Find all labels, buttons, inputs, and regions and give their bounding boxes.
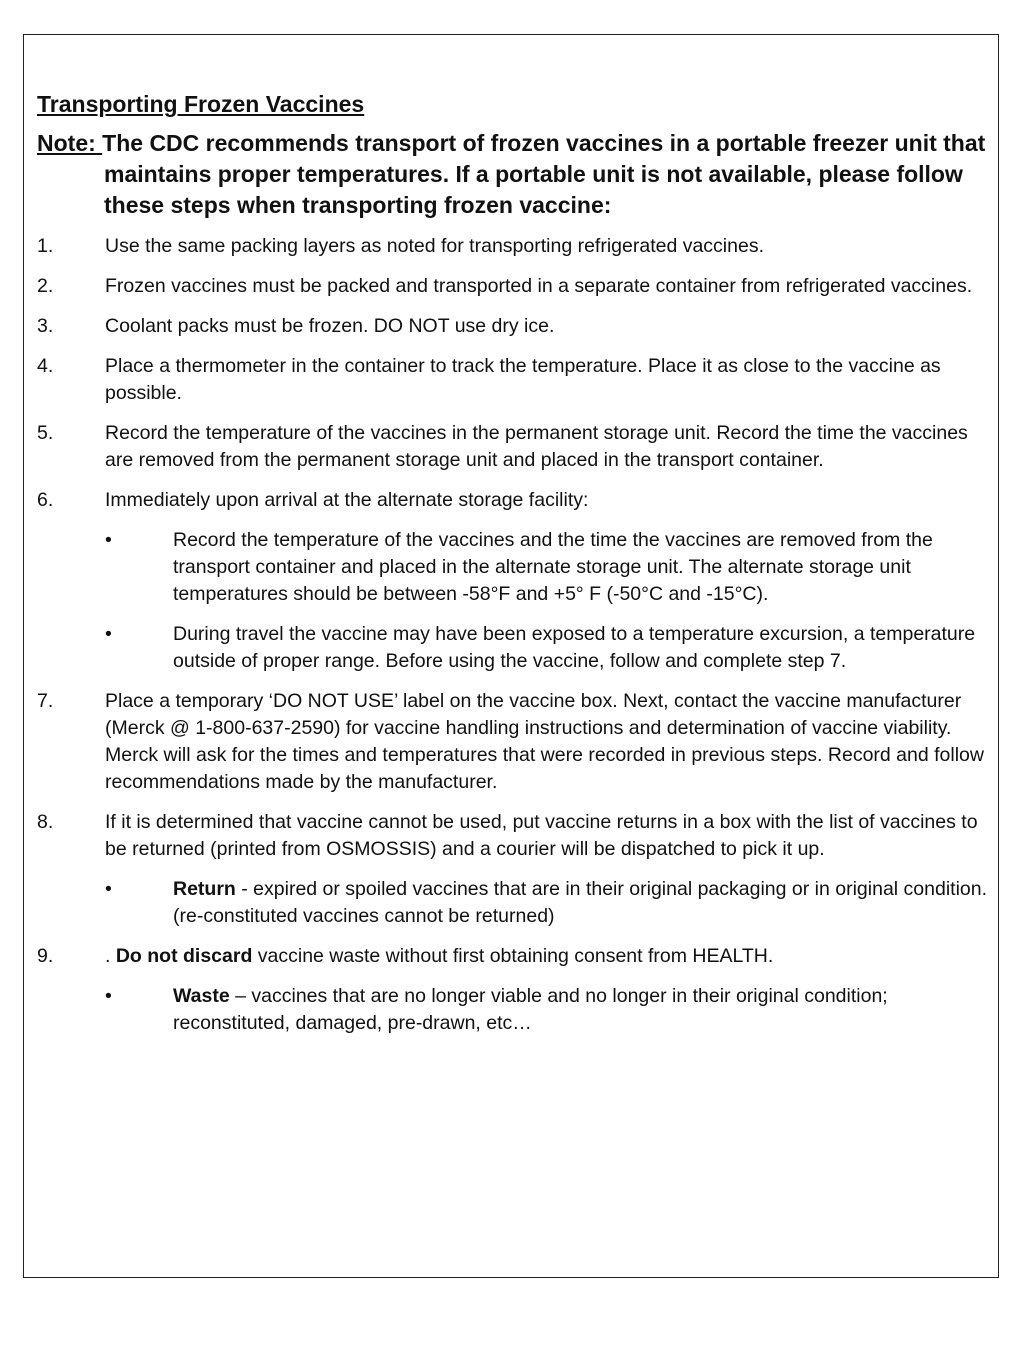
step-item: [37, 233, 992, 260]
step-text: Coolant packs must be frozen. DO NOT use dry ice.: [105, 315, 555, 337]
step-item: [37, 487, 992, 514]
sub-bullet-text: Record the temperature of the vaccines and the time the vaccines are removed from the transport container and placed in the alternate storage unit. The alternate storage unit temperatures should be between -58°F and +5° F (-50°C and -15°C).: [173, 529, 933, 605]
step-number: 1.: [37, 235, 54, 257]
bullet-icon: •: [105, 623, 112, 645]
step-number: 8.: [37, 811, 54, 833]
sub-bullet-item: [37, 983, 992, 1037]
step-text: Place a thermometer in the container to track the temperature. Place it as close to the vaccine as possible.: [105, 355, 941, 404]
step-item: [37, 313, 992, 340]
return-term: Return: [173, 878, 236, 900]
step-item: [37, 943, 992, 970]
document-content: [37, 88, 992, 1050]
sub-bullet-item: [37, 527, 992, 608]
waste-term: Waste: [173, 985, 230, 1007]
sub-bullet-item: [37, 621, 992, 675]
note-label: Note:: [37, 130, 103, 156]
sub-bullet-text: During travel the vaccine may have been exposed to a temperature excursion, a temperature outside of proper range. Before using the vaccine, follow and complete step 7.: [173, 623, 976, 672]
step-number: 9.: [37, 945, 54, 967]
bullet-icon: •: [105, 529, 112, 551]
step-text: Record the temperature of the vaccines in the permanent storage unit. Record the time the vaccines are removed from the permanent storage unit and placed in the transport container.: [105, 422, 968, 471]
sub-bullet-item: [37, 876, 992, 930]
steps-list: [37, 233, 992, 1037]
step-number: 6.: [37, 489, 54, 511]
step-number: 3.: [37, 315, 54, 337]
step-text: Use the same packing layers as noted for transporting refrigerated vaccines.: [105, 235, 765, 257]
step-text: Frozen vaccines must be packed and transported in a separate container from refrigerated vaccines.: [105, 275, 973, 297]
step-text: vaccine waste without first obtaining consent from HEALTH.: [252, 945, 774, 967]
step-number: 4.: [37, 355, 54, 377]
bullet-icon: •: [105, 985, 112, 1007]
cdc-note: [37, 128, 992, 221]
do-not-discard-text: Do not discard: [115, 945, 253, 967]
step-number: 2.: [37, 275, 54, 297]
note-text: The CDC recommends transport of frozen vaccines in a portable freezer unit that maintains proper temperatures. If a portable unit is not available, please follow these steps when transporting frozen vaccine:: [102, 130, 986, 218]
step-text: If it is determined that vaccine cannot be used, put vaccine returns in a box with the list of vaccines to be returned (printed from OSMOSSIS) and a courier will be dispatched to pick it up.: [105, 811, 978, 860]
step-item: [37, 688, 992, 796]
step-item: [37, 353, 992, 407]
step-number: 5.: [37, 422, 54, 444]
document-title: Transporting Frozen Vaccines: [37, 91, 365, 117]
step-text: Immediately upon arrival at the alternate storage facility:: [105, 489, 589, 511]
step-item: [37, 273, 992, 300]
return-definition: - expired or spoiled vaccines that are in their original packaging or in original condition. (re-constituted vaccines cannot be returned): [173, 878, 988, 927]
step-item: [37, 420, 992, 474]
step-prefix: .: [105, 945, 116, 967]
bullet-icon: •: [105, 878, 112, 900]
step-number: 7.: [37, 690, 54, 712]
step-text: Place a temporary ‘DO NOT USE’ label on the vaccine box. Next, contact the vaccine manufacturer (Merck @ 1-800-637-2590) for vaccine handling instructions and determination of vaccine viability. Merck will ask for the times and temperatures that were recorded in previous steps. Record and follow recommendations made by the manufacturer.: [105, 690, 984, 793]
waste-definition: – vaccines that are no longer viable and no longer in their original condition; reconstituted, damaged, pre-drawn, etc…: [173, 985, 888, 1034]
step-item: [37, 809, 992, 863]
